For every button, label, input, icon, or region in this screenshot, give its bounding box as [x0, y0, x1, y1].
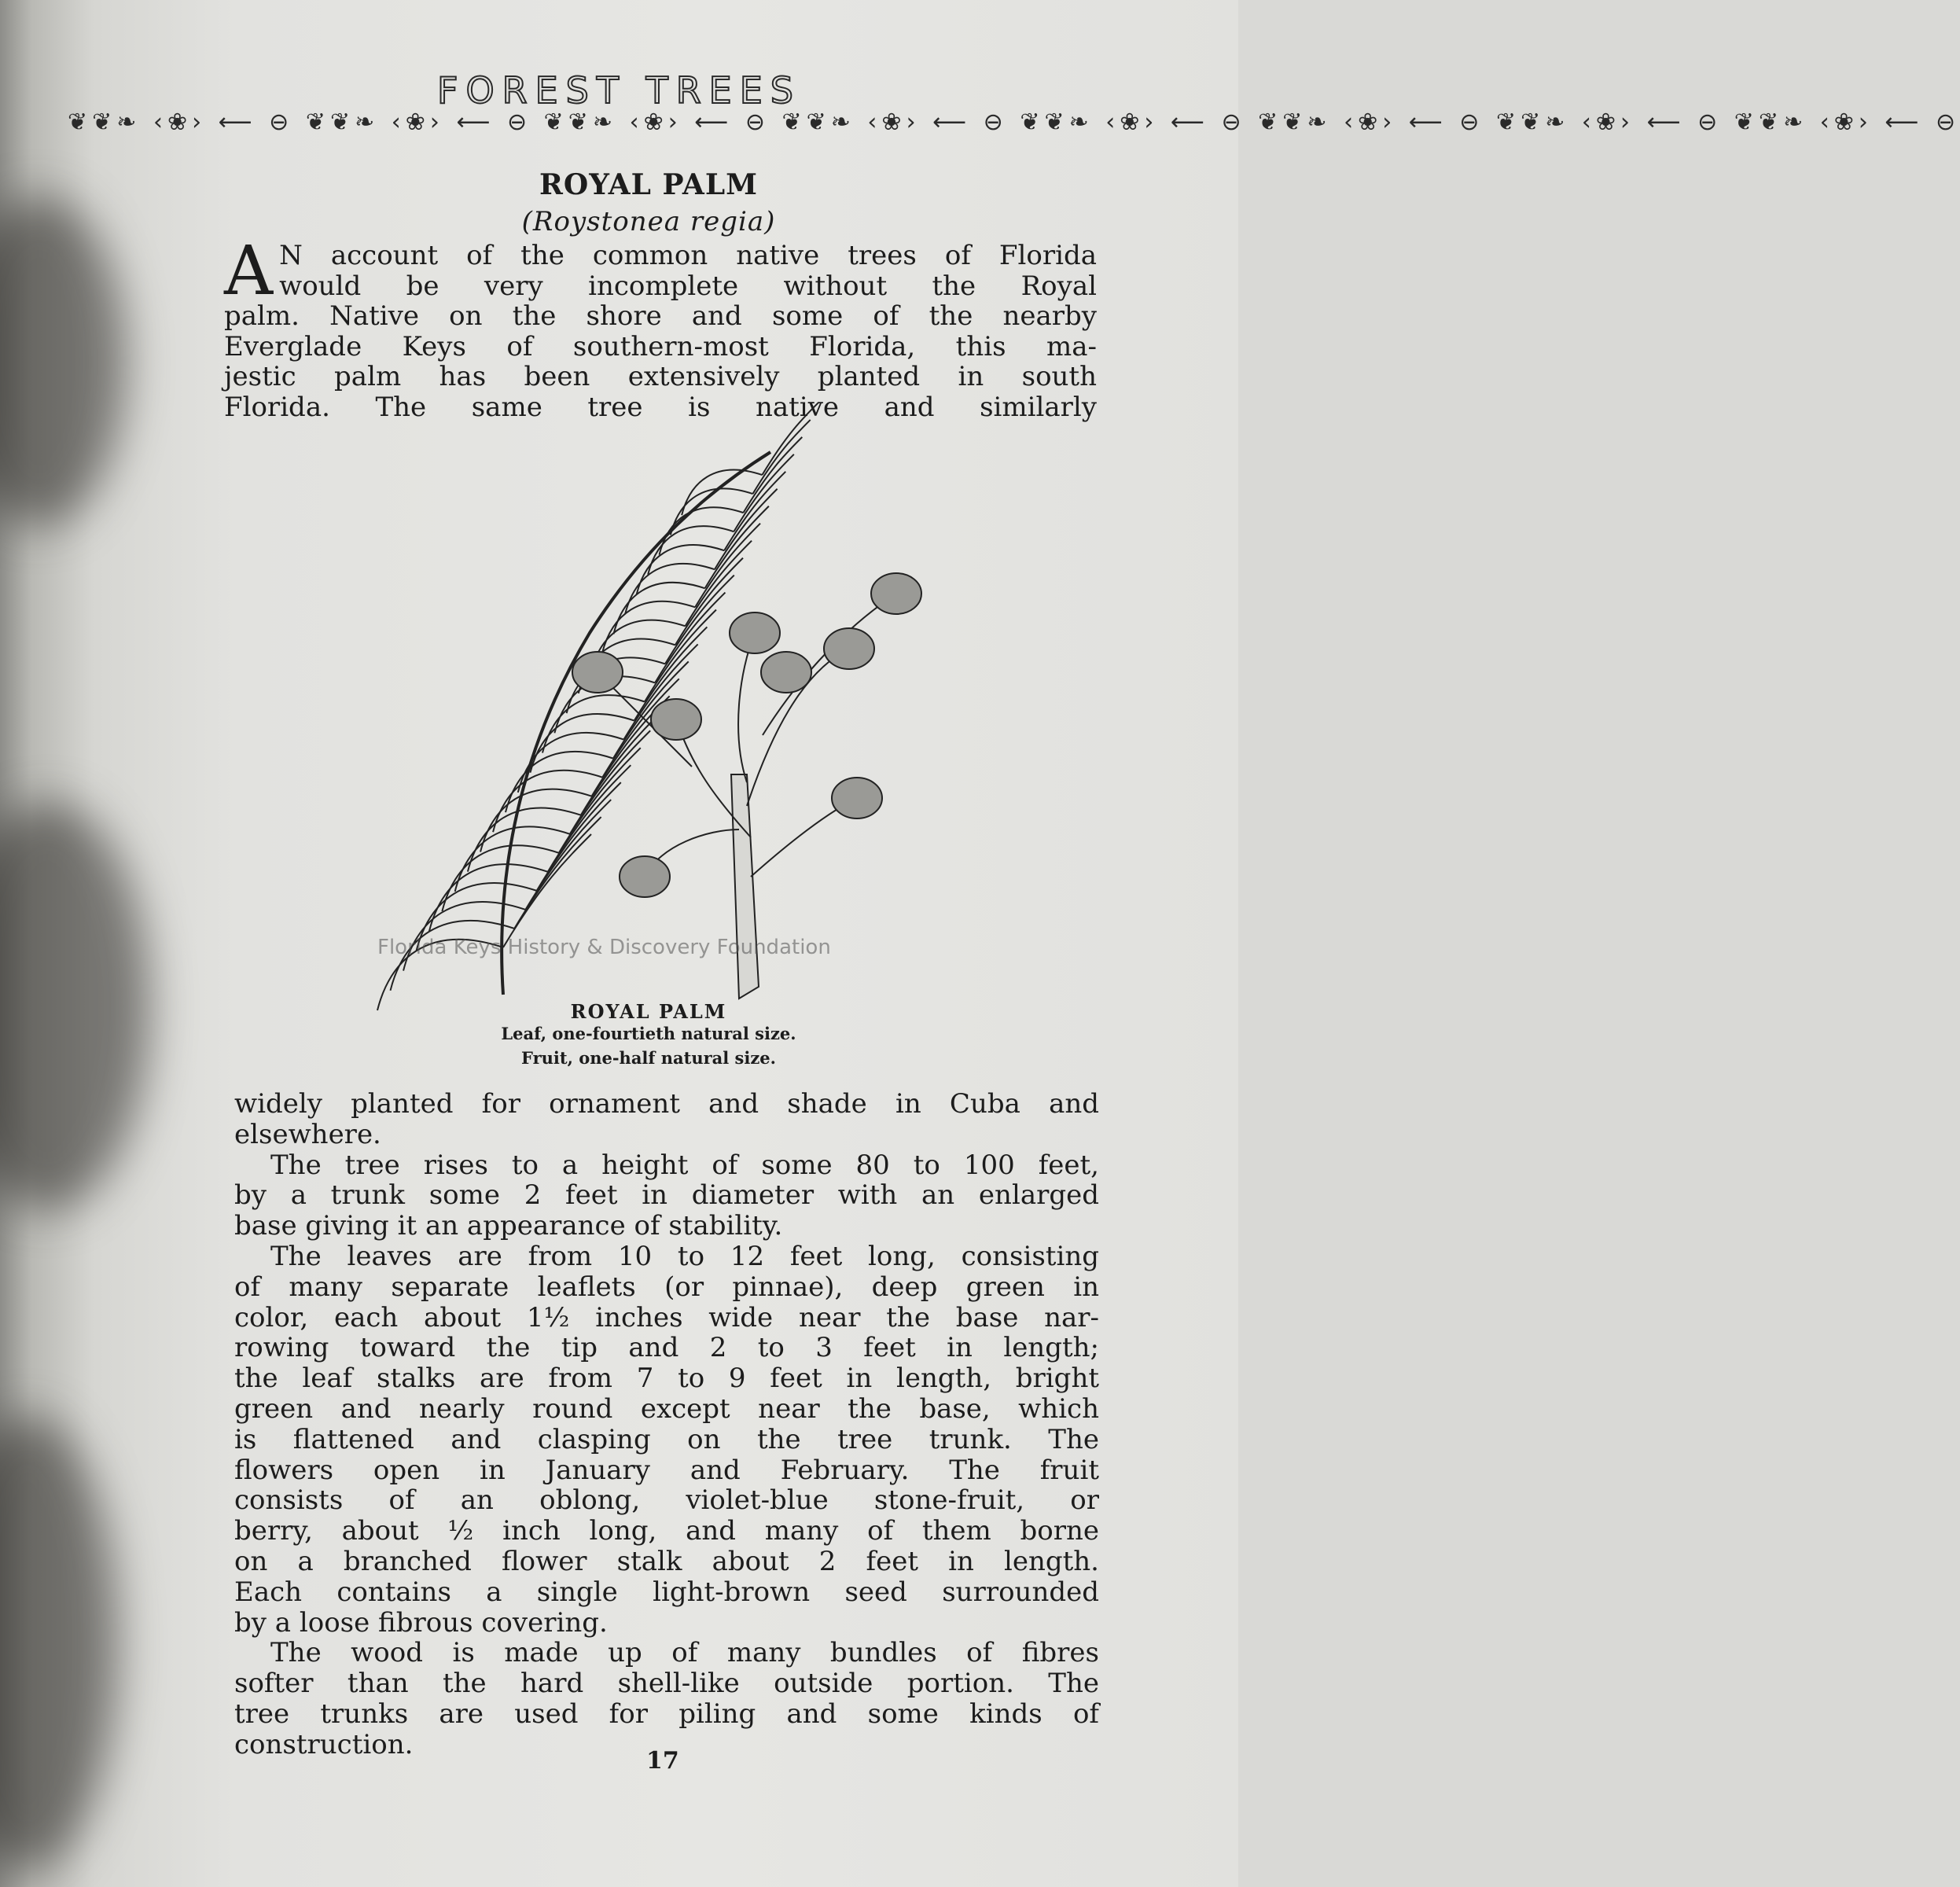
- figure-caption-fruit: Fruit, one-half natural size.: [521, 1048, 776, 1068]
- text-line: of many separate leaflets (or pinnae), deep green in: [234, 1271, 1099, 1303]
- text-line: Florida. The same tree is native and similarly: [224, 391, 1097, 423]
- palm-fruit: [871, 573, 921, 614]
- palm-fruit: [620, 856, 670, 897]
- figure-caption-leaf: Leaf, one-fourtieth natural size.: [501, 1024, 796, 1043]
- scientific-name: (Roystonea regia): [521, 206, 776, 237]
- text-line: green and nearly round except near the base, which: [234, 1392, 1099, 1425]
- decorative-border: [68, 109, 1960, 136]
- figure-caption-title: ROYAL PALM: [570, 1000, 727, 1023]
- page-stain: [0, 1415, 118, 1871]
- article-title: ROYAL PALM: [539, 168, 758, 201]
- leaflet: [570, 730, 650, 834]
- text-line: jestic palm has been extensively planted in south: [224, 361, 1097, 392]
- text-line: construction.: [234, 1728, 414, 1760]
- palm-fruit: [572, 652, 623, 693]
- text-line: by a loose fibrous covering.: [234, 1606, 608, 1639]
- body-text: [234, 1089, 1099, 1760]
- leaflet: [724, 472, 785, 550]
- text-line: the leaf stalks are from 7 to 9 feet in length, bright: [234, 1363, 1099, 1395]
- text-line: color, each about 1½ inches wide near the base nar-: [234, 1301, 1099, 1333]
- page-number: 17: [646, 1747, 679, 1775]
- palm-fruit: [730, 612, 780, 653]
- text-line: base giving it an appearance of stability.: [234, 1210, 783, 1242]
- leaflet: [514, 817, 601, 929]
- leaflet: [503, 834, 591, 947]
- text-line: consists of an oblong, violet-blue stone-fruit, or: [234, 1484, 1099, 1517]
- text-line: Each contains a single light-brown seed surrounded: [234, 1576, 1099, 1608]
- text-line: by a trunk some 2 feet in diameter with an enlarged: [234, 1179, 1099, 1212]
- leaflet: [559, 748, 641, 853]
- text-line: on a branched flower stalk about 2 feet in length.: [234, 1545, 1099, 1577]
- palm-fruit: [651, 699, 701, 740]
- text-line: The wood is made up of many bundles of fibres: [270, 1637, 1099, 1669]
- palm-fruit: [761, 652, 811, 693]
- ornament-pattern: ❦❦❧ ‹❀› ⟵ ⊖ ❦❦❧ ‹❀› ⟵ ⊖ ❦❦❧ ‹❀› ⟵ ⊖ ❦❦❧ ‹❀› ⟵ ⊖ ❦❦❧ ‹❀› ⟵ ⊖ ❦❦❧ ‹❀› ⟵ ⊖ ❦❦❧ ‹❀› ⟵ ⊖ ❦❦❧ ‹❀› ⟵ ⊖: [68, 109, 1960, 136]
- text-line: elsewhere.: [234, 1118, 381, 1150]
- text-line: berry, about ½ inch long, and many of them borne: [234, 1515, 1099, 1547]
- text-line: palm. Native on the shore and some of the nearby: [224, 300, 1097, 332]
- text-line: rowing toward the tip and 2 to 3 feet in length;: [234, 1332, 1099, 1364]
- text-line: is flattened and clasping on the tree trunk. The: [234, 1423, 1099, 1455]
- drop-cap: A: [224, 232, 274, 311]
- palm-fruit: [824, 628, 874, 669]
- text-line: softer than the hard shell-like outside portion. The: [234, 1668, 1099, 1700]
- text-line: flowers open in January and February. The fruit: [234, 1454, 1099, 1486]
- palm-fruit: [832, 778, 882, 818]
- text-line: would be very incomplete without the Royal: [279, 270, 1097, 302]
- page-stain: [0, 197, 126, 527]
- fruit-branch-drawing: [572, 573, 921, 999]
- text-line: widely planted for ornament and shade in Cuba and: [234, 1088, 1099, 1120]
- leaflet: [548, 765, 631, 872]
- leaflet: [734, 454, 793, 532]
- lead-paragraph: [224, 232, 1097, 423]
- text-line: Everglade Keys of southern-most Florida, this ma-: [224, 330, 1097, 362]
- leaflet: [581, 713, 660, 815]
- text-line: N account of the common native trees of Florida: [279, 240, 1097, 271]
- watermark: Florida Keys History & Discovery Foundation: [377, 936, 831, 959]
- royal-palm-illustration: [362, 436, 943, 1002]
- text-line: The tree rises to a height of some 80 to 100 feet,: [270, 1149, 1099, 1181]
- leaflet: [743, 437, 802, 513]
- text-line: tree trunks are used for piling and some kinds of: [234, 1698, 1099, 1730]
- text-line: The leaves are from 10 to 12 feet long, consisting: [270, 1240, 1099, 1272]
- running-header: FOREST TREES: [436, 69, 801, 112]
